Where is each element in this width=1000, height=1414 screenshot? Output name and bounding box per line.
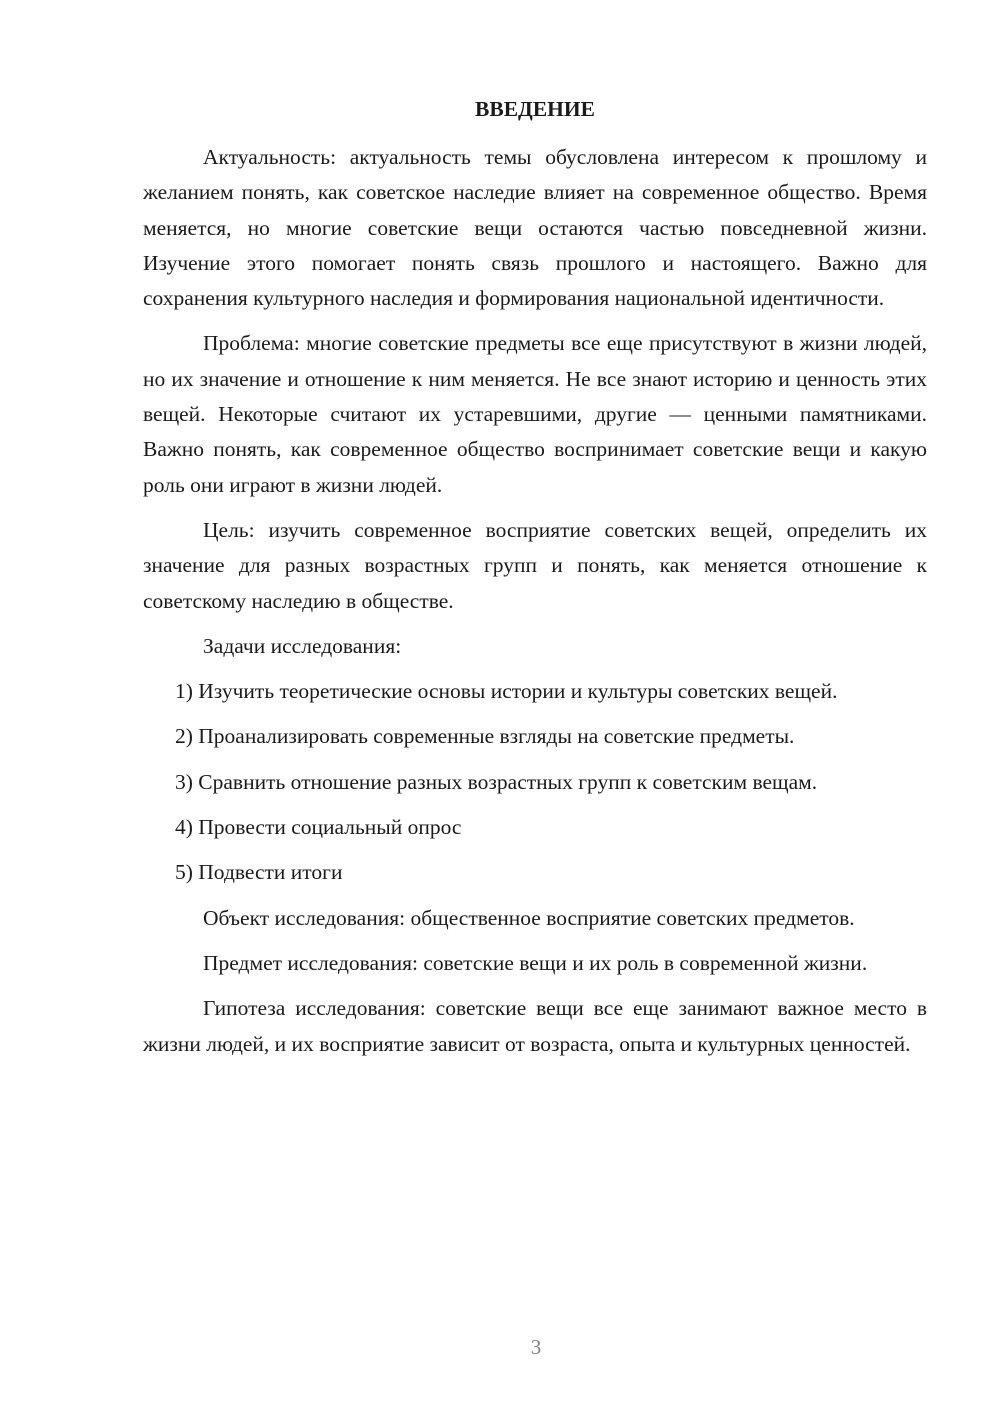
object-paragraph: Объект исследования: общественное восприятие советских предметов.	[203, 905, 855, 930]
goal-paragraph: Цель: изучить современное восприятие советских вещей, определить их значение для разных возрастных групп и понять, как меняется отношение к советскому наследию в обществе.	[143, 517, 927, 613]
task-item-3: 3) Сравнить отношение разных возрастных групп к советским вещам.	[175, 769, 818, 794]
page-content	[143, 92, 927, 1072]
section-title: ВВЕДЕНИЕ	[475, 97, 595, 121]
tasks-heading: Задачи исследования:	[203, 633, 402, 658]
relevance-paragraph: Актуальность: актуальность темы обусловлена интересом к прошлому и желанием понять, как советское наследие влияет на современное общество. Время меняется, но многие советские вещи остаются частью повседневной жизни. Изучение этого помогает понять связь прошлого и настоящего. Важно для сохранения культурного наследия и формирования национальной идентичности.	[143, 145, 927, 311]
subject-paragraph: Предмет исследования: советские вещи и их роль в современной жизни.	[203, 950, 868, 975]
task-item-2: 2) Проанализировать современные взгляды на советские предметы.	[175, 724, 795, 749]
hypothesis-paragraph: Гипотеза исследования: советские вещи все еще занимают важное место в жизни людей, и их восприятие зависит от возраста, опыта и культурных ценностей.	[143, 996, 927, 1056]
problem-paragraph: Проблема: многие советские предметы все еще присутствуют в жизни людей, но их значение и отношение к ним меняется. Не все знают историю и ценность этих вещей. Некоторые считают их устаревшими, другие — ценными памятниками. Важно понять, как современное общество воспринимает советские вещи и какую роль они играют в жизни людей.	[143, 331, 927, 497]
task-item-1: 1) Изучить теоретические основы истории и культуры советских вещей.	[175, 679, 838, 704]
task-item-5: 5) Подвести итоги	[175, 860, 343, 885]
page-number: 3	[530, 1335, 542, 1359]
task-item-4: 4) Провести социальный опрос	[175, 815, 462, 840]
